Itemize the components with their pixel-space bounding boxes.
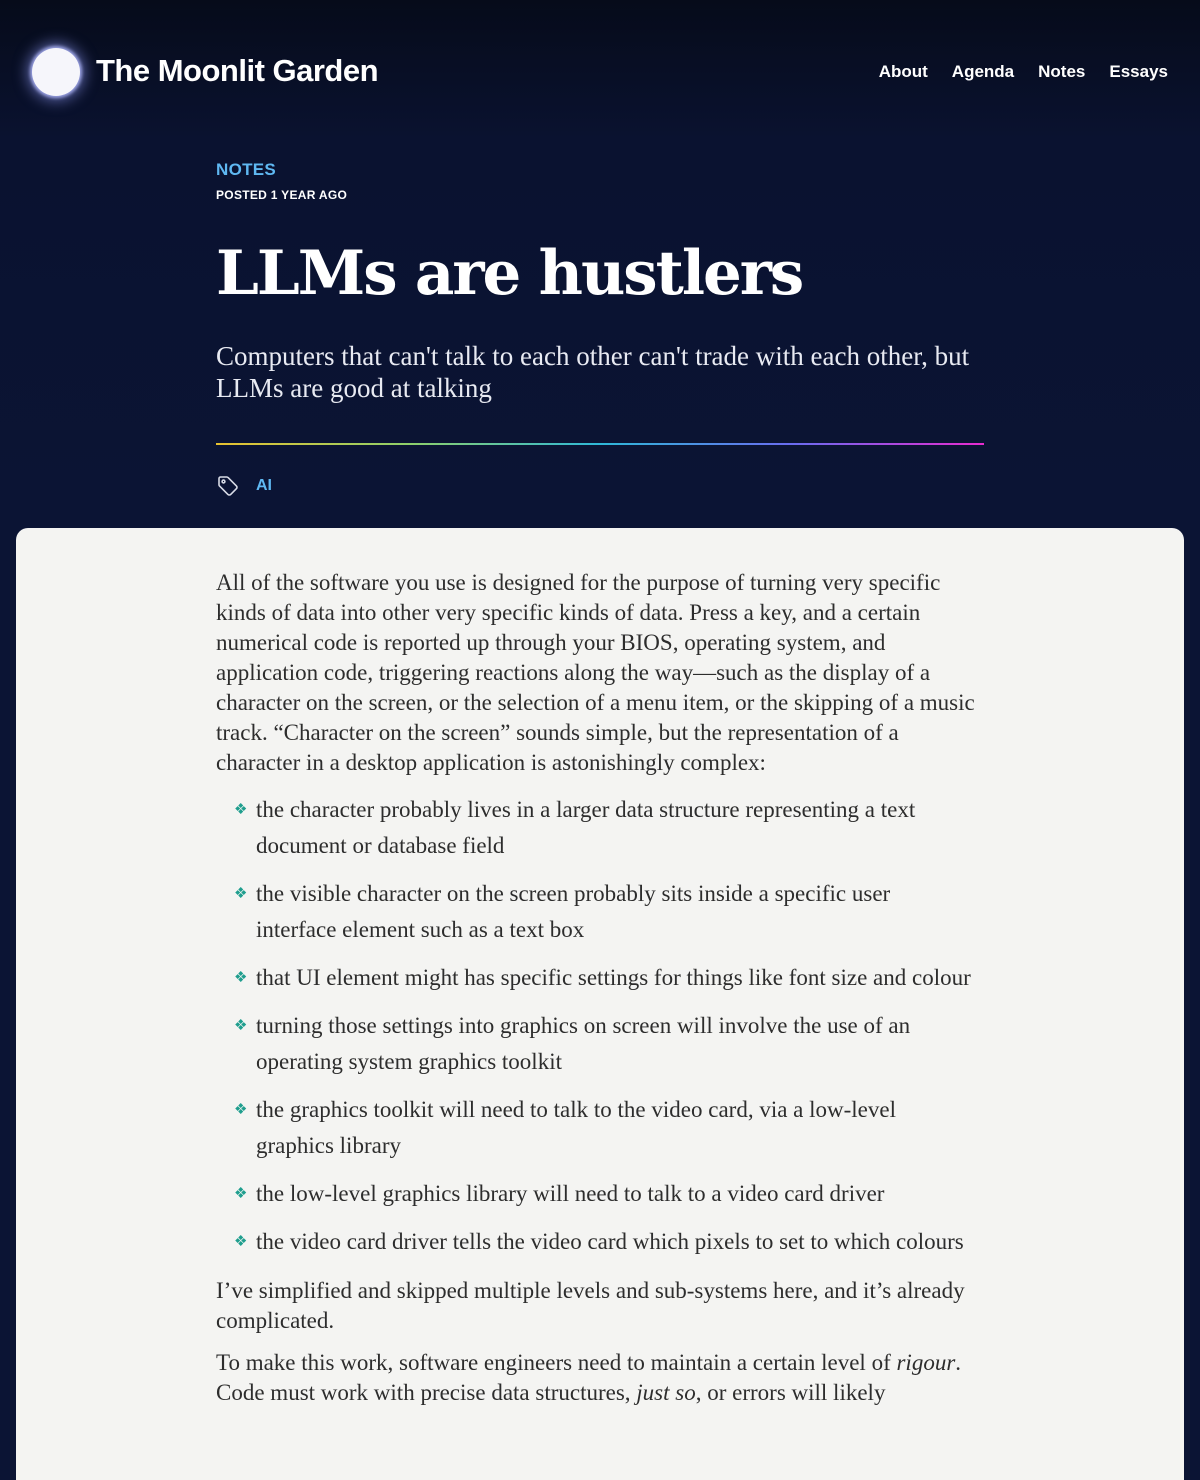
moon-logo-icon[interactable]	[32, 48, 80, 96]
diamond-bullet-icon: ❖	[234, 1186, 248, 1202]
site-header	[0, 0, 1200, 144]
article-paragraph-rigour	[216, 1348, 976, 1408]
post-header	[216, 160, 984, 404]
list-item-text: the character probably lives in a larger data structure representing a text document or database field	[256, 797, 916, 858]
list-item	[216, 960, 976, 996]
nav-about[interactable]: About	[878, 62, 928, 81]
list-item-text: that UI element might has specific settings for things like font size and colour	[256, 965, 971, 990]
just-so-emphasis: just so	[636, 1380, 696, 1405]
nav-agenda[interactable]: Agenda	[951, 62, 1015, 81]
post-subtitle: Computers that can't talk to each other can't trade with each other, but LLMs are good at talking	[216, 341, 970, 404]
post-date: POSTED 1 YEAR AGO	[216, 188, 348, 202]
list-item-text: the video card driver tells the video card which pixels to set to which colours	[256, 1229, 964, 1254]
article-card	[16, 528, 1184, 1480]
list-item	[216, 1224, 976, 1260]
rigour-text-2: . Code must work with precise data structures,	[216, 1350, 962, 1405]
nav-essays[interactable]: Essays	[1109, 62, 1168, 81]
list-item	[216, 876, 976, 948]
list-item	[216, 1092, 976, 1164]
article-paragraph-intro: All of the software you use is designed for the purpose of turning very specific kinds of data into other very specific kinds of data. Press a key, and a certain numerical code is reported up through your BIOS, operating system, and application code, triggering reactions along the way—such as the display of a character on the screen, or the selection of a menu item, or the skipping of a music track. “Character on the screen” sounds simple, but the representation of a character in a desktop application is astonishingly complex:	[216, 570, 975, 775]
article-body	[216, 568, 976, 1420]
list-item-text: the low-level graphics library will need to talk to a video card driver	[256, 1181, 885, 1206]
diamond-bullet-icon: ❖	[234, 886, 248, 902]
article-list	[216, 792, 976, 1260]
page-title: LLMs are hustlers	[216, 238, 803, 309]
tag-icon	[216, 474, 240, 498]
diamond-bullet-icon: ❖	[234, 1234, 248, 1250]
post-category-link[interactable]: NOTES	[216, 160, 277, 179]
diamond-bullet-icon: ❖	[234, 970, 248, 986]
list-item-text: the visible character on the screen probably sits inside a specific user interface element such as a text box	[256, 881, 891, 942]
nav-notes[interactable]: Notes	[1038, 62, 1086, 81]
tag-link-ai[interactable]: AI	[256, 477, 272, 494]
diamond-bullet-icon: ❖	[234, 1018, 248, 1034]
post-tags	[216, 474, 272, 498]
main-nav	[879, 62, 1168, 82]
rigour-text-3: , or errors will likely	[695, 1380, 886, 1405]
diamond-bullet-icon: ❖	[234, 1102, 248, 1118]
site-title[interactable]: The Moonlit Garden	[96, 53, 379, 88]
list-item	[216, 1176, 976, 1212]
diamond-bullet-icon: ❖	[234, 802, 248, 818]
rigour-emphasis: rigour	[896, 1350, 956, 1375]
rigour-text-1: To make this work, software engineers need to maintain a certain level of	[216, 1350, 897, 1375]
list-item-text: turning those settings into graphics on screen will involve the use of an operating system graphics toolkit	[256, 1013, 911, 1074]
gradient-divider	[216, 443, 984, 445]
list-item	[216, 1008, 976, 1080]
article-paragraph-simplified: I’ve simplified and skipped multiple levels and sub-systems here, and it’s already complicated.	[216, 1278, 965, 1333]
list-item	[216, 792, 976, 864]
list-item-text: the graphics toolkit will need to talk to the video card, via a low-level graphics library	[256, 1097, 896, 1158]
